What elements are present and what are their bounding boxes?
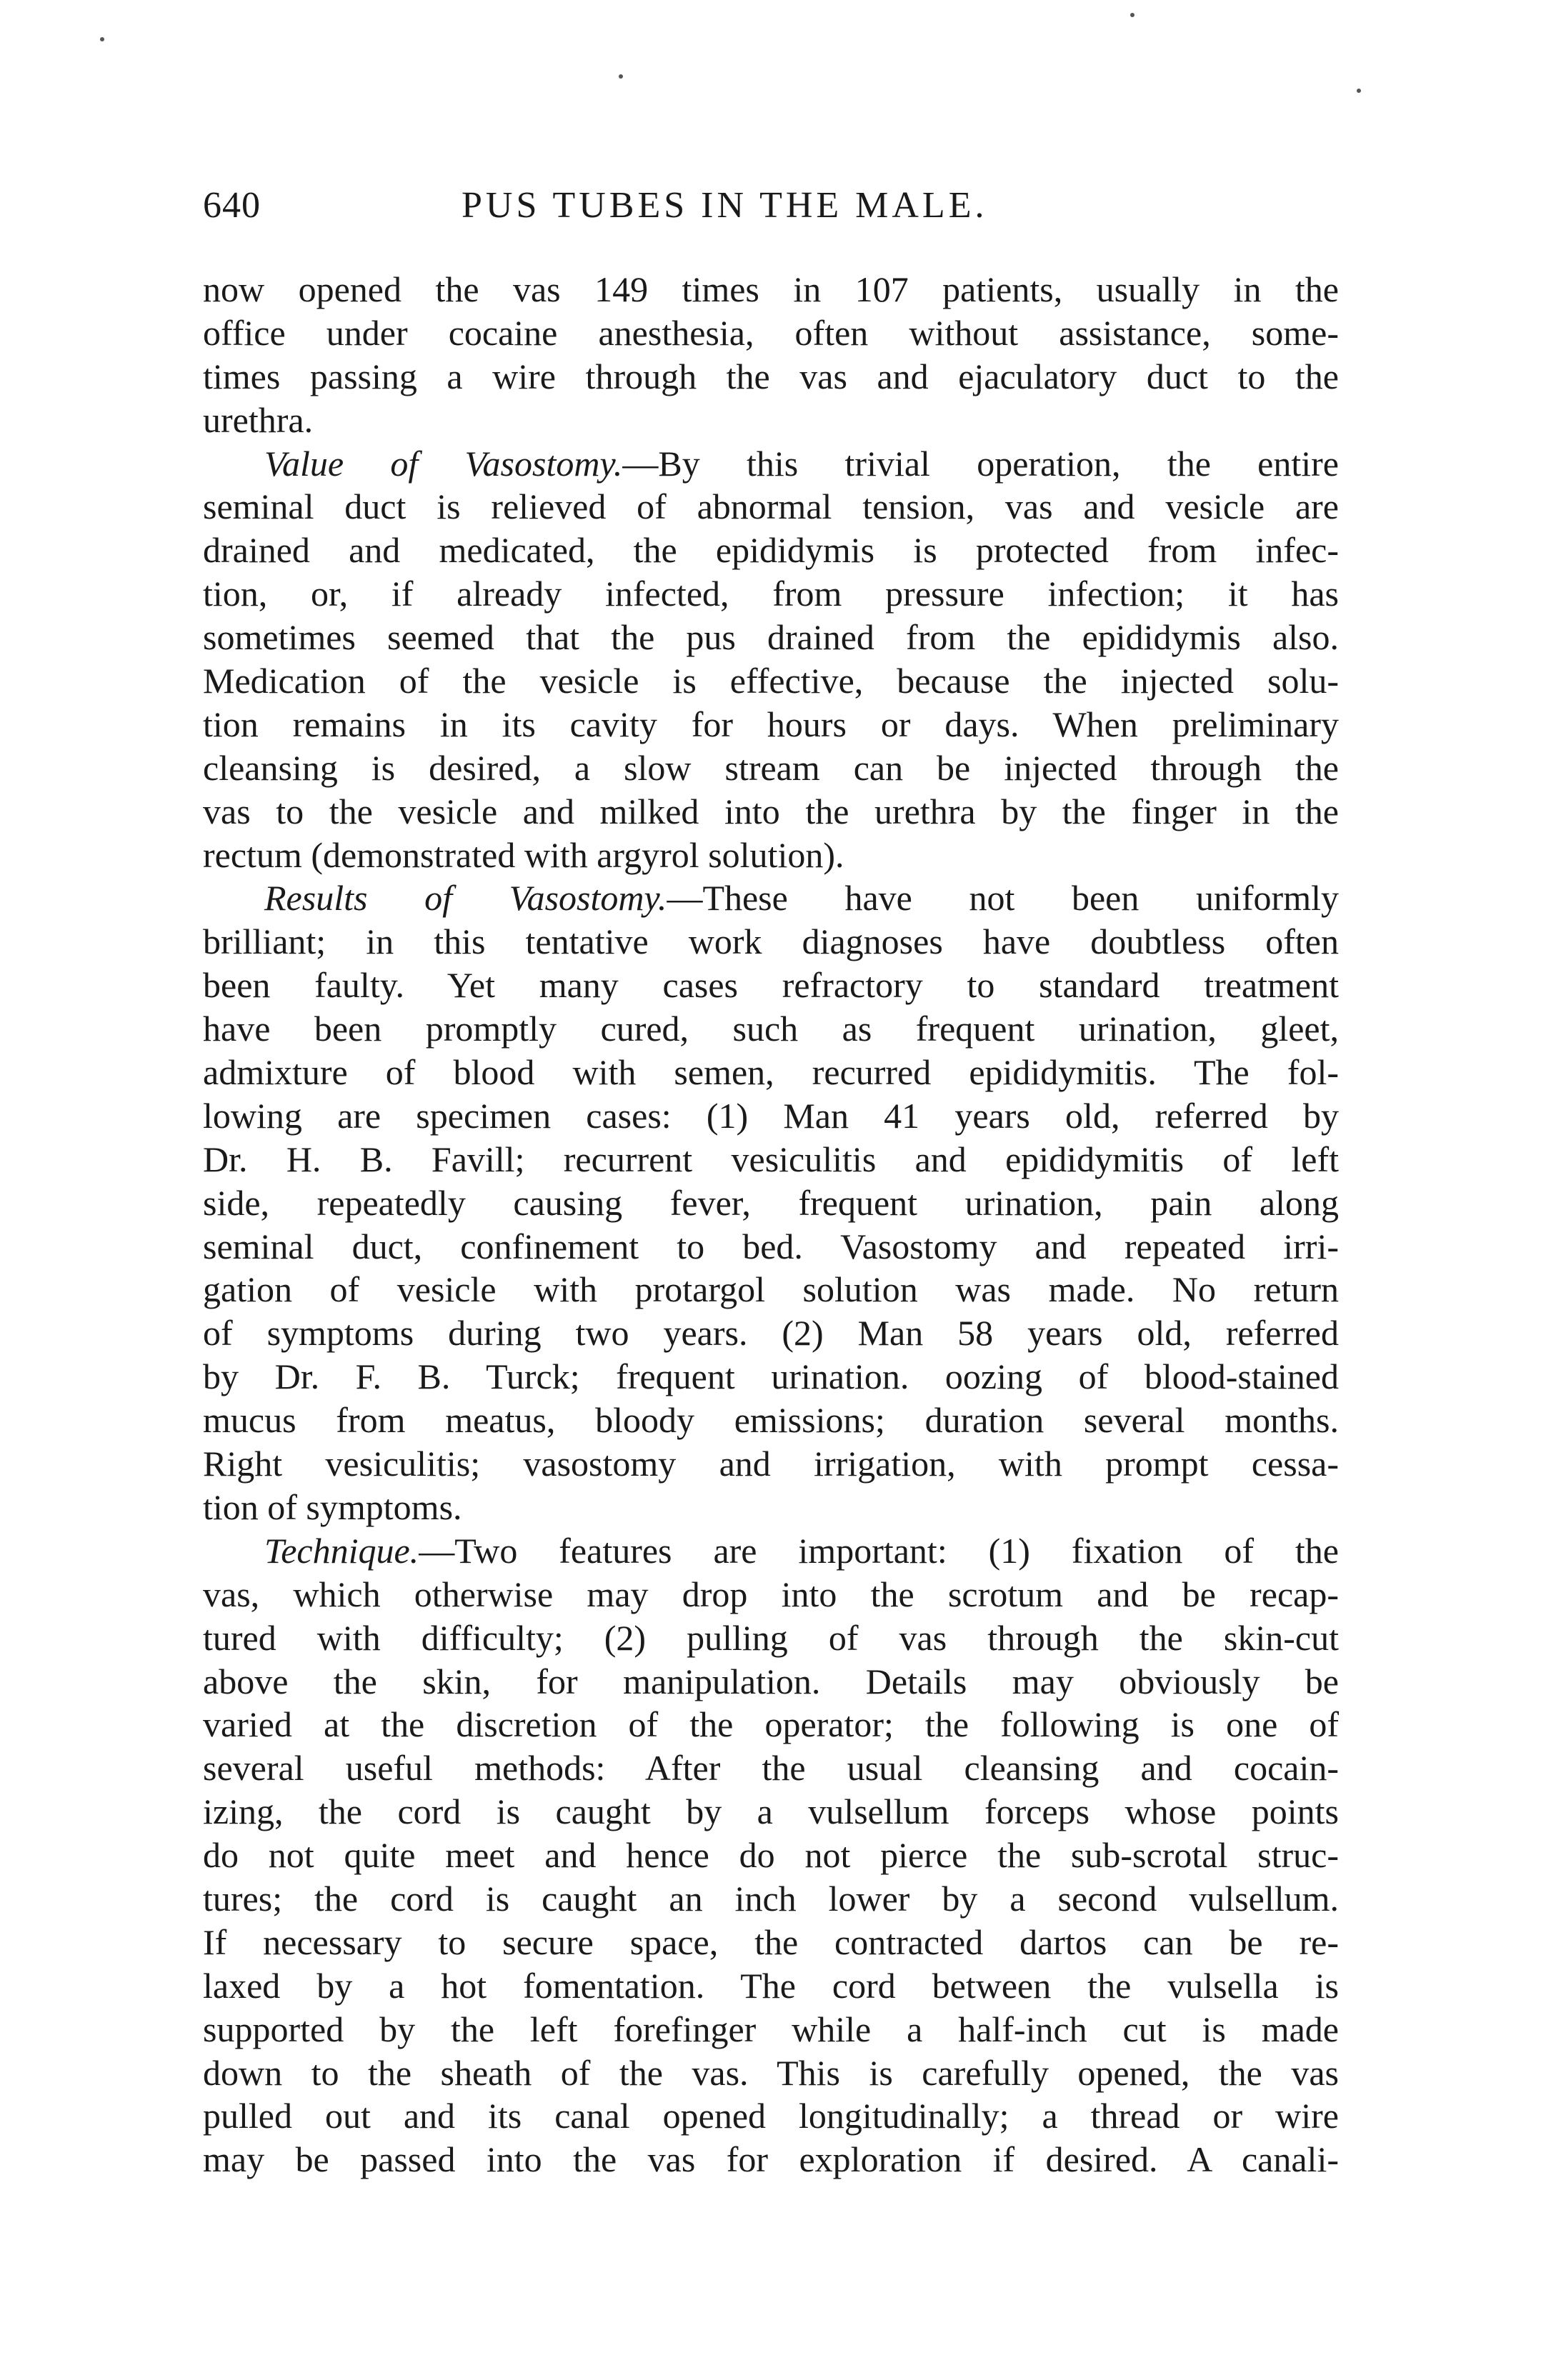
text-line: above the skin, for manipulation. Details may obviously be xyxy=(203,1661,1339,1701)
text-line: urethra. xyxy=(203,399,314,440)
text-line: brilliant; in this tentative work diagnoses have doubtless often xyxy=(203,921,1339,962)
text-line xyxy=(203,876,1339,920)
text-line: office under cocaine anesthesia, often without assistance, some- xyxy=(203,312,1339,353)
text-line: have been promptly cured, such as frequent urination, gleet, xyxy=(203,1009,1339,1049)
text-line: several useful methods: After the usual cleansing and cocain- xyxy=(203,1748,1339,1789)
text-line: tion, or, if already infected, from pressure infection; it has xyxy=(203,574,1339,614)
text-line: vas, which otherwise may drop into the scrotum and be recap- xyxy=(203,1574,1339,1614)
text-line: down to the sheath of the vas. This is carefully opened, the vas xyxy=(203,2052,1339,2093)
text-line: drained and medicated, the epididymis is protected from infec- xyxy=(203,530,1339,571)
text-line: pulled out and its canal opened longitudinally; a thread or wire xyxy=(203,2096,1339,2136)
text-line: mucus from meatus, bloody emissions; duration several months. xyxy=(203,1400,1339,1441)
text-line: seminal duct is relieved of abnormal tension, vas and vesicle are xyxy=(203,486,1339,527)
text-line: supported by the left forefinger while a half-inch cut is made xyxy=(203,2009,1339,2049)
text-run: —These have not been uniformly xyxy=(667,878,1339,919)
text-line: tion remains in its cavity for hours or days. When preliminary xyxy=(203,704,1339,744)
text-run: —By this trivial operation, the entire xyxy=(622,443,1339,484)
running-title: PUS TUBES IN THE MALE. xyxy=(462,185,988,226)
text-run: —Two features are important: (1) fixation of the xyxy=(419,1530,1339,1571)
text-line: now opened the vas 149 times in 107 patients, usually in the xyxy=(203,269,1339,309)
text-line: tion of symptoms. xyxy=(203,1486,462,1527)
text-line: admixture of blood with semen, recurred epididymitis. The fol- xyxy=(203,1052,1339,1093)
text-line: by Dr. F. B. Turck; frequent urination. oozing of blood-stained xyxy=(203,1356,1339,1397)
text-line: may be passed into the vas for exploration if desired. A canali- xyxy=(203,2139,1339,2180)
text-line: cleansing is desired, a slow stream can be injected through the xyxy=(203,747,1339,788)
text-line: do not quite meet and hence do not pierce the sub-scrotal struc- xyxy=(203,1835,1339,1876)
text-line: varied at the discretion of the operator; the following is one of xyxy=(203,1704,1339,1745)
page-header xyxy=(203,177,1346,234)
text-line: lowing are specimen cases: (1) Man 41 years old, referred by xyxy=(203,1095,1339,1136)
text-line xyxy=(203,442,1339,486)
text-line: vas to the vesicle and milked into the urethra by the finger in the xyxy=(203,791,1339,831)
section-heading: Value of Vasostomy. xyxy=(264,443,623,484)
text-line: sometimes seemed that the pus drained from the epididymis also. xyxy=(203,617,1339,658)
text-line: times passing a wire through the vas and ejaculatory duct to the xyxy=(203,356,1339,396)
paragraph-technique xyxy=(203,1529,1339,2181)
text-line: Right vesiculitis; vasostomy and irrigation, with prompt cessa- xyxy=(203,1444,1339,1484)
paragraph-value-of-vasostomy xyxy=(203,442,1339,877)
page-number: 640 xyxy=(203,185,261,226)
body-text xyxy=(203,268,1339,2181)
text-line: Dr. H. B. Favill; recurrent vesiculitis and epididymitis of left xyxy=(203,1139,1339,1179)
text-line: gation of vesicle with protargol solution was made. No return xyxy=(203,1269,1339,1310)
text-line: izing, the cord is caught by a vulsellum forceps whose points xyxy=(203,1791,1339,1832)
text-line: side, repeatedly causing fever, frequent urination, pain along xyxy=(203,1182,1339,1223)
scan-speck xyxy=(619,74,623,79)
text-line: of symptoms during two years. (2) Man 58 years old, referred xyxy=(203,1313,1339,1354)
section-heading: Technique. xyxy=(264,1530,419,1571)
text-line: rectum (demonstrated with argyrol solution). xyxy=(203,834,844,875)
text-line: tured with difficulty; (2) pulling of vas through the skin-cut xyxy=(203,1617,1339,1658)
text-line: seminal duct, confinement to bed. Vasostomy and repeated irri- xyxy=(203,1226,1339,1266)
text-line: Medication of the vesicle is effective, because the injected solu- xyxy=(203,661,1339,701)
paragraph-results-of-vasostomy xyxy=(203,876,1339,1529)
scan-speck xyxy=(100,37,104,41)
text-line xyxy=(203,1529,1339,1573)
text-line: If necessary to secure space, the contracted dartos can be re- xyxy=(203,1921,1339,1962)
text-line: laxed by a hot fomentation. The cord between the vulsella is xyxy=(203,1965,1339,2006)
section-heading: Results of Vasostomy. xyxy=(264,878,667,919)
text-line: been faulty. Yet many cases refractory to standard treatment xyxy=(203,965,1339,1006)
scan-speck xyxy=(1357,89,1361,93)
paragraph-continuation xyxy=(203,268,1339,442)
scan-speck xyxy=(1130,13,1134,17)
text-line: tures; the cord is caught an inch lower by a second vulsellum. xyxy=(203,1878,1339,1919)
